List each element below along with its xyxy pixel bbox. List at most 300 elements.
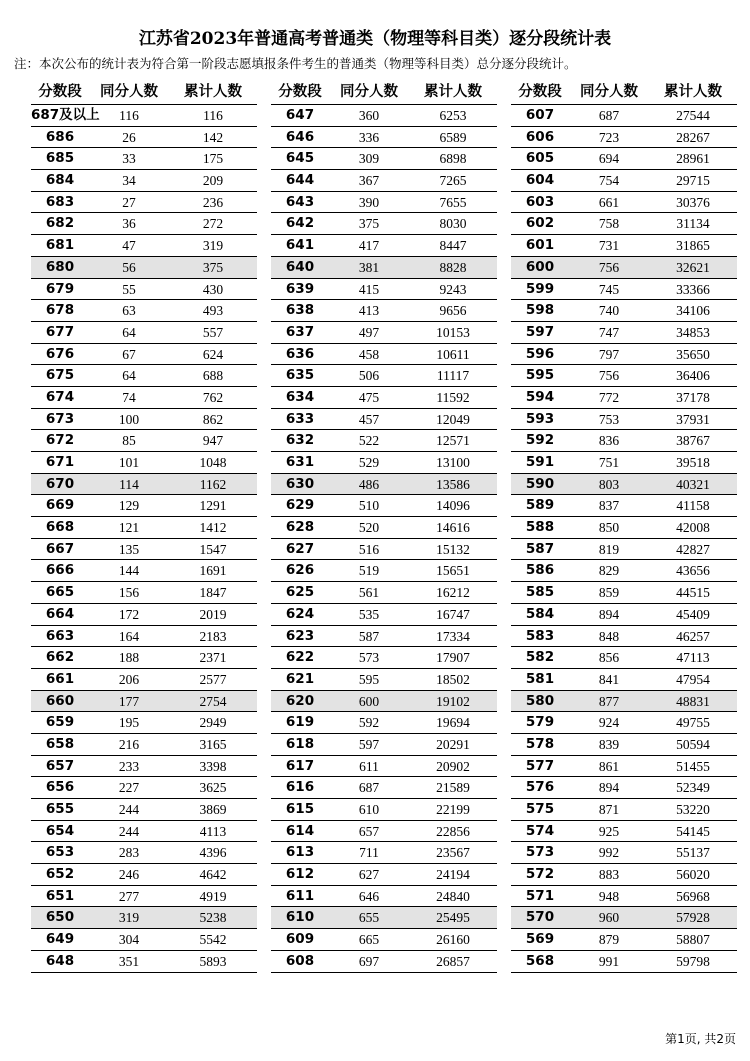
cumulative-count-cell: 2949 (199, 715, 227, 731)
same-score-count-cell: 319 (118, 910, 140, 926)
table-row (271, 734, 497, 756)
cumulative-count-cell: 14616 (436, 520, 470, 536)
cumulative-count-cell: 4396 (199, 845, 227, 861)
table-row (271, 170, 497, 192)
cumulative-count-cell: 319 (202, 238, 224, 254)
table-row (271, 213, 497, 235)
cumulative-count-cell: 10611 (436, 346, 470, 362)
score-band-cell: 627 (285, 540, 315, 557)
cumulative-count-cell: 31134 (676, 216, 710, 232)
same-score-count-cell: 960 (598, 910, 620, 926)
same-score-count-cell: 611 (359, 758, 379, 774)
cumulative-count-cell: 13100 (436, 455, 470, 470)
table-row (271, 127, 497, 149)
same-score-count-cell: 819 (598, 541, 620, 557)
table-row (271, 712, 497, 734)
same-score-count-cell: 711 (359, 845, 379, 861)
score-band-cell: 594 (525, 388, 555, 405)
cumulative-count-cell: 43656 (676, 563, 710, 579)
cumulative-count-cell: 28267 (676, 129, 710, 145)
cumulative-count-cell: 6589 (439, 129, 467, 145)
same-score-count-cell: 67 (122, 346, 136, 362)
cumulative-count-cell: 8447 (439, 238, 467, 254)
same-score-count-cell: 277 (118, 888, 140, 904)
score-band-cell: 570 (525, 909, 555, 926)
table-row (271, 582, 497, 604)
cumulative-count-cell: 272 (202, 216, 224, 232)
table-row (271, 430, 497, 452)
table-row (271, 279, 497, 301)
score-band-cell: 634 (285, 388, 315, 405)
score-band-cell: 617 (285, 757, 315, 774)
score-band-cell: 670 (45, 475, 75, 492)
cumulative-count-cell: 12571 (436, 433, 470, 449)
table-row (31, 756, 257, 778)
same-score-count-cell: 756 (598, 368, 620, 384)
cumulative-count-cell: 8030 (439, 216, 467, 232)
cumulative-count-cell: 32621 (676, 259, 710, 275)
same-score-count-cell: 36 (122, 216, 136, 232)
table-row (511, 669, 737, 691)
cumulative-count-cell: 236 (202, 194, 224, 210)
table-row (271, 409, 497, 431)
score-band-cell: 613 (285, 844, 315, 861)
table-row (31, 344, 257, 366)
table-row (511, 691, 737, 713)
same-score-count-cell: 74 (122, 389, 136, 405)
same-score-count-cell: 244 (118, 823, 140, 839)
cumulative-count-cell: 47113 (676, 650, 710, 666)
same-score-count-cell: 390 (358, 194, 380, 210)
same-score-count-cell: 879 (598, 932, 620, 948)
same-score-count-cell: 417 (358, 238, 380, 254)
score-band-cell: 579 (525, 714, 555, 731)
score-band-cell: 608 (285, 952, 315, 969)
score-band-cell: 643 (285, 193, 315, 210)
table-row (511, 430, 737, 452)
score-band-cell: 619 (285, 714, 315, 731)
score-band-cell: 641 (285, 237, 315, 254)
table-row (31, 626, 257, 648)
same-score-count-cell: 687 (598, 108, 620, 123)
table-row (271, 257, 497, 279)
cumulative-count-cell: 20902 (436, 758, 470, 774)
score-band-cell: 671 (45, 454, 75, 470)
cumulative-count-cell: 375 (202, 259, 224, 275)
cumulative-count-cell: 18502 (436, 671, 470, 687)
score-band-cell: 674 (45, 388, 75, 405)
same-score-count-cell: 486 (358, 476, 380, 492)
table-row (271, 842, 497, 864)
same-score-count-cell: 188 (118, 650, 140, 666)
same-score-count-cell: 694 (598, 151, 620, 167)
same-score-count-cell: 841 (598, 671, 620, 687)
same-score-count-cell: 129 (118, 498, 140, 514)
score-band-cell: 645 (285, 150, 315, 167)
table-row (271, 300, 497, 322)
cumulative-count-cell: 3869 (199, 802, 227, 817)
score-band-cell: 610 (285, 909, 315, 926)
table-row (31, 213, 257, 235)
score-band-cell: 649 (45, 931, 75, 948)
cumulative-count-cell: 2371 (199, 650, 227, 666)
table-row (271, 517, 497, 539)
table-row (511, 821, 737, 843)
table-row (511, 734, 737, 756)
cumulative-count-cell: 19694 (436, 715, 470, 731)
same-score-count-cell: 723 (598, 129, 620, 145)
same-score-count-cell: 27 (122, 194, 136, 210)
cumulative-count-cell: 29715 (676, 173, 710, 189)
score-band-cell: 602 (525, 215, 555, 232)
table-row (31, 365, 257, 387)
score-band-cell: 635 (285, 367, 315, 384)
table-row (271, 105, 497, 127)
cumulative-count-cell: 9656 (439, 303, 467, 319)
table-row (511, 148, 737, 170)
same-score-count-cell: 657 (358, 823, 380, 839)
cumulative-count-cell: 34106 (676, 303, 710, 319)
table-row (31, 691, 257, 713)
cumulative-count-cell: 26857 (436, 953, 470, 969)
table-row (511, 647, 737, 669)
score-band-cell: 679 (45, 280, 75, 297)
same-score-count-cell: 114 (119, 476, 139, 492)
same-score-count-cell: 877 (598, 693, 620, 709)
table-row (271, 387, 497, 409)
same-score-count-cell: 754 (598, 173, 620, 189)
score-band-cell: 685 (45, 150, 75, 167)
same-score-count-cell: 516 (358, 541, 380, 557)
cumulative-count-cell: 35650 (676, 346, 710, 362)
same-score-count-cell: 856 (598, 650, 620, 666)
score-band-cell: 581 (525, 670, 555, 687)
cumulative-count-cell: 142 (202, 129, 224, 145)
score-band-cell: 654 (45, 822, 75, 839)
table-row (31, 669, 257, 691)
table-row (31, 235, 257, 257)
score-band-cell: 596 (525, 345, 555, 362)
score-band-cell: 626 (285, 562, 315, 579)
cumulative-count-cell: 7265 (439, 173, 467, 189)
score-band-cell: 633 (285, 410, 315, 427)
cumulative-count-cell: 1048 (199, 455, 227, 470)
same-score-count-cell: 803 (598, 476, 620, 492)
same-score-count-cell: 646 (358, 888, 380, 904)
score-band-cell: 630 (285, 475, 315, 492)
score-band-cell: 604 (525, 172, 555, 189)
header-cumulative-count: 累计人数 (184, 84, 242, 100)
table-row (31, 886, 257, 908)
score-band-cell: 568 (525, 952, 555, 969)
same-score-count-cell: 948 (598, 888, 620, 904)
score-band-cell: 639 (285, 280, 315, 297)
score-band-cell: 623 (285, 627, 315, 644)
score-band-cell: 591 (525, 454, 555, 470)
score-band-cell: 593 (525, 410, 555, 427)
cumulative-count-cell: 4642 (199, 867, 227, 883)
cumulative-count-cell: 14096 (436, 498, 470, 514)
score-band-cell: 667 (45, 540, 75, 557)
cumulative-count-cell: 42008 (676, 520, 710, 536)
table-row (271, 495, 497, 517)
header-cumulative-count: 累计人数 (424, 84, 482, 100)
cumulative-count-cell: 44515 (676, 585, 710, 601)
same-score-count-cell: 100 (118, 411, 140, 427)
score-band-cell: 653 (45, 844, 75, 861)
score-band-cell: 599 (525, 280, 555, 297)
score-band-cell: 644 (285, 172, 315, 189)
score-band-cell: 687及以上 (31, 107, 100, 123)
score-band-cell: 600 (525, 258, 555, 275)
table-row (511, 344, 737, 366)
score-band-cell: 647 (285, 107, 315, 123)
table-note: 注：本次公布的统计表为符合第一阶段志愿填报条件考生的普通类（物理等科目类）总分逐分段统计。 (14, 56, 577, 71)
score-table-column-3 (511, 80, 737, 973)
header-score-band: 分数段 (518, 84, 562, 100)
score-band-cell: 661 (45, 670, 75, 687)
table-row (31, 300, 257, 322)
score-band-cell: 628 (285, 519, 315, 536)
cumulative-count-cell: 50594 (676, 736, 710, 752)
cumulative-count-cell: 40321 (676, 476, 710, 492)
same-score-count-cell: 309 (358, 151, 380, 167)
same-score-count-cell: 415 (358, 281, 380, 297)
score-band-cell: 601 (525, 237, 555, 254)
same-score-count-cell: 745 (598, 281, 620, 297)
same-score-count-cell: 592 (358, 715, 380, 731)
same-score-count-cell: 665 (358, 932, 380, 948)
score-band-cell: 609 (285, 931, 315, 948)
table-row (511, 213, 737, 235)
score-band-cell: 668 (45, 519, 75, 536)
cumulative-count-cell: 15132 (436, 541, 470, 557)
same-score-count-cell: 747 (598, 324, 620, 340)
same-score-count-cell: 850 (598, 520, 620, 536)
score-band-cell: 574 (525, 822, 555, 839)
same-score-count-cell: 871 (598, 802, 620, 817)
score-band-cell: 678 (45, 302, 75, 319)
table-row (31, 582, 257, 604)
table-row (31, 907, 257, 929)
same-score-count-cell: 244 (118, 802, 140, 817)
score-band-cell: 589 (525, 497, 555, 514)
table-header (511, 80, 737, 105)
table-row (511, 951, 737, 973)
score-band-cell: 587 (525, 540, 555, 557)
score-band-cell: 632 (285, 432, 315, 449)
score-band-cell: 584 (525, 605, 555, 622)
table-row (31, 170, 257, 192)
score-band-cell: 612 (285, 866, 315, 883)
score-band-cell: 620 (285, 692, 315, 709)
score-band-cell: 676 (45, 345, 75, 362)
same-score-count-cell: 26 (122, 129, 136, 145)
cumulative-count-cell: 16747 (436, 606, 470, 622)
cumulative-count-cell: 21589 (436, 780, 470, 796)
cumulative-count-cell: 39518 (676, 455, 710, 470)
cumulative-count-cell: 49755 (676, 715, 710, 731)
same-score-count-cell: 246 (118, 867, 140, 883)
cumulative-count-cell: 24194 (436, 867, 470, 883)
score-band-cell: 606 (525, 128, 555, 145)
table-row (31, 604, 257, 626)
cumulative-count-cell: 557 (202, 324, 224, 340)
table-row (271, 474, 497, 496)
same-score-count-cell: 351 (118, 953, 140, 969)
table-row (271, 452, 497, 474)
cumulative-count-cell: 862 (202, 411, 224, 427)
same-score-count-cell: 367 (358, 173, 380, 189)
score-band-cell: 629 (285, 497, 315, 514)
cumulative-count-cell: 37178 (676, 389, 710, 405)
same-score-count-cell: 522 (358, 433, 380, 449)
same-score-count-cell: 336 (358, 129, 380, 145)
score-table-column-2 (271, 80, 497, 973)
same-score-count-cell: 848 (598, 628, 620, 644)
table-row (271, 691, 497, 713)
table-row (31, 387, 257, 409)
score-band-cell: 681 (45, 237, 75, 254)
same-score-count-cell: 839 (598, 736, 620, 752)
table-row (31, 842, 257, 864)
same-score-count-cell: 535 (358, 606, 380, 622)
table-row (511, 929, 737, 951)
table-row (271, 777, 497, 799)
table-row (511, 799, 737, 821)
score-band-cell: 614 (285, 822, 315, 839)
same-score-count-cell: 233 (118, 758, 140, 774)
cumulative-count-cell: 15651 (436, 563, 470, 579)
score-band-cell: 652 (45, 866, 75, 883)
score-band-cell: 669 (45, 497, 75, 514)
table-row (271, 647, 497, 669)
score-band-cell: 578 (525, 735, 555, 752)
table-row (511, 907, 737, 929)
table-row (31, 192, 257, 214)
score-band-cell: 605 (525, 150, 555, 167)
cumulative-count-cell: 51455 (676, 758, 710, 774)
cumulative-count-cell: 493 (202, 303, 224, 319)
score-band-cell: 576 (525, 779, 555, 796)
table-row (31, 864, 257, 886)
table-row (511, 474, 737, 496)
score-band-cell: 682 (45, 215, 75, 232)
same-score-count-cell: 529 (358, 455, 380, 470)
table-row (31, 560, 257, 582)
table-row (271, 344, 497, 366)
table-row (511, 105, 737, 127)
cumulative-count-cell: 56020 (676, 867, 710, 883)
same-score-count-cell: 47 (122, 238, 136, 254)
cumulative-count-cell: 38767 (676, 433, 710, 449)
score-band-cell: 631 (285, 454, 315, 470)
table-row (511, 409, 737, 431)
score-band-cell: 573 (525, 844, 555, 861)
same-score-count-cell: 697 (358, 953, 380, 969)
table-row (31, 127, 257, 149)
same-score-count-cell: 497 (358, 324, 380, 340)
same-score-count-cell: 283 (118, 845, 140, 861)
score-band-cell: 646 (285, 128, 315, 145)
score-band-cell: 618 (285, 735, 315, 752)
cumulative-count-cell: 3165 (199, 736, 227, 752)
score-band-cell: 665 (45, 584, 75, 601)
cumulative-count-cell: 27544 (676, 108, 710, 123)
cumulative-count-cell: 12049 (436, 411, 470, 427)
score-band-cell: 684 (45, 172, 75, 189)
table-row (271, 148, 497, 170)
cumulative-count-cell: 5542 (199, 932, 227, 948)
same-score-count-cell: 595 (358, 671, 380, 687)
table-row (271, 560, 497, 582)
table-row (511, 864, 737, 886)
same-score-count-cell: 829 (598, 563, 620, 579)
table-row (271, 604, 497, 626)
cumulative-count-cell: 31865 (676, 238, 710, 254)
table-row (511, 322, 737, 344)
score-band-cell: 621 (285, 670, 315, 687)
table-row (271, 756, 497, 778)
score-band-cell: 615 (285, 801, 315, 817)
score-band-cell: 657 (45, 757, 75, 774)
score-band-cell: 598 (525, 302, 555, 319)
header-score-band: 分数段 (38, 84, 82, 100)
same-score-count-cell: 172 (118, 606, 140, 622)
table-row (31, 148, 257, 170)
table-row (511, 127, 737, 149)
cumulative-count-cell: 17334 (436, 628, 470, 644)
table-row (31, 105, 257, 127)
same-score-count-cell: 304 (118, 932, 140, 948)
cumulative-count-cell: 34853 (676, 324, 710, 340)
table-row (271, 951, 497, 973)
same-score-count-cell: 573 (358, 650, 380, 666)
cumulative-count-cell: 7655 (439, 194, 467, 210)
score-band-cell: 588 (525, 519, 555, 536)
cumulative-count-cell: 947 (202, 433, 224, 449)
score-band-cell: 616 (285, 779, 315, 796)
same-score-count-cell: 64 (122, 324, 136, 340)
score-band-cell: 658 (45, 735, 75, 752)
table-row (31, 322, 257, 344)
page-title: 江苏省2023年普通高考普通类（物理等科目类）逐分段统计表 (138, 29, 612, 49)
score-band-cell: 638 (285, 302, 315, 319)
score-band-cell: 662 (45, 649, 75, 666)
same-score-count-cell: 587 (358, 628, 380, 644)
same-score-count-cell: 661 (598, 194, 620, 210)
table-row (511, 192, 737, 214)
table-row (31, 517, 257, 539)
same-score-count-cell: 121 (118, 520, 140, 536)
same-score-count-cell: 375 (358, 216, 380, 232)
same-score-count-cell: 837 (598, 498, 620, 514)
cumulative-count-cell: 9243 (439, 281, 467, 297)
score-band-cell: 663 (45, 627, 75, 644)
cumulative-count-cell: 53220 (676, 802, 710, 817)
table-row (511, 300, 737, 322)
table-row (31, 430, 257, 452)
score-band-cell: 640 (285, 258, 315, 275)
header-cumulative-count: 累计人数 (664, 84, 722, 100)
cumulative-count-cell: 41158 (676, 498, 710, 514)
same-score-count-cell: 861 (598, 758, 620, 774)
score-band-cell: 585 (525, 584, 555, 601)
score-band-cell: 683 (45, 193, 75, 210)
cumulative-count-cell: 11117 (436, 368, 470, 384)
table-row (511, 539, 737, 561)
table-row (31, 474, 257, 496)
